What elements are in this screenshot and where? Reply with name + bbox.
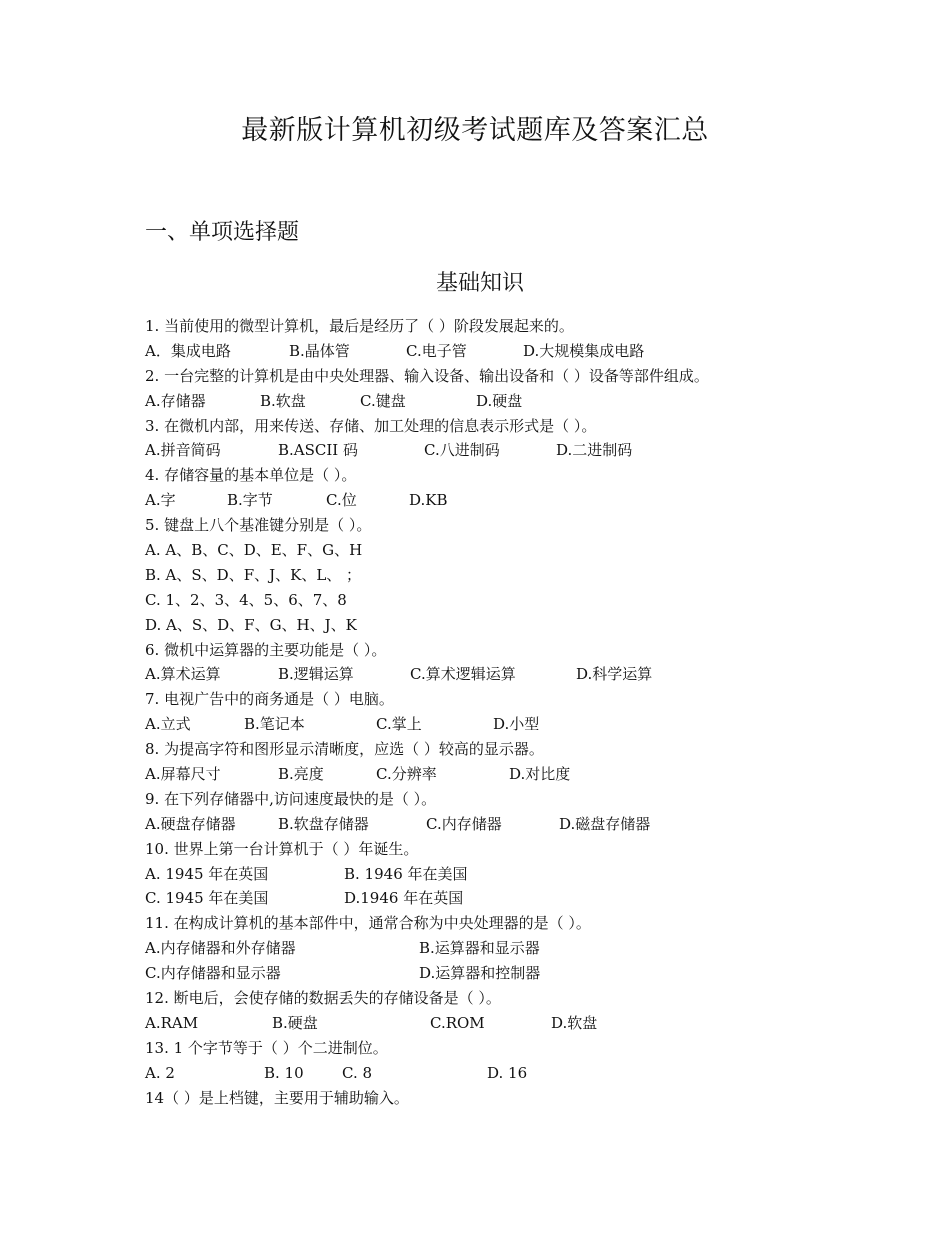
option-row: [145, 438, 865, 463]
option-c: C.分辨率: [376, 765, 437, 784]
option-b: B.软盘: [260, 391, 306, 410]
question-stem: 2. 一台完整的计算机是由中央处理器、输入设备、输出设备和（ ）设备等部件组成。: [145, 366, 709, 385]
option-row: [145, 936, 865, 961]
option-c: C.位: [326, 491, 357, 510]
option-c: C.内存储器: [426, 814, 502, 833]
question-stem: 12. 断电后，会使存储的数据丢失的存储设备是（ ）。: [145, 989, 501, 1008]
option-b: B. 10: [264, 1063, 304, 1082]
option-b: B. A、S、D、F、J、K、L、 ；: [145, 565, 362, 584]
option-row: [145, 886, 865, 911]
option-b: B.软盘存储器: [278, 814, 369, 833]
option-row: [145, 961, 865, 986]
option-c: C. 1、2、3、4、5、6、7、8: [145, 590, 347, 609]
option-b: B.亮度: [278, 765, 324, 784]
option-d: D.KB: [409, 491, 448, 510]
option-d: D.运算器和控制器: [419, 964, 541, 983]
option-row: [145, 812, 865, 837]
subsection-heading: 基础知识: [435, 271, 524, 296]
option-row: [145, 662, 865, 687]
option-b: B.笔记本: [244, 715, 305, 734]
option-c: C. 8: [342, 1063, 373, 1082]
option-a: A.存储器: [145, 391, 206, 410]
option-a: A.屏幕尺寸: [145, 765, 221, 784]
option-d: D.软盘: [551, 1013, 598, 1032]
question-stem: 8. 为提高字符和图形显示清晰度，应选（ ）较高的显示器。: [145, 740, 544, 759]
option-a: A.硬盘存储器: [145, 814, 236, 833]
option-c: C.八进制码: [424, 441, 500, 460]
option-c: C.ROM: [430, 1013, 485, 1032]
question-stem: 3. 在微机内部，用来传送、存储、加工处理的信息表示形式是（ ）。: [145, 416, 597, 435]
option-b: B. 1946 年在美国: [344, 864, 468, 883]
question-stem: 1. 当前使用的微型计算机，最后是经历了（ ）阶段发展起来的。: [145, 317, 574, 335]
option-c: C.掌上: [376, 715, 422, 734]
option-d: D.1946 年在英国: [344, 889, 464, 908]
question-list: [145, 314, 865, 1111]
option-b: B.逻辑运算: [278, 665, 354, 684]
option-a: A.立式: [145, 715, 191, 734]
option-d: D.大规模集成电路: [523, 341, 645, 360]
option-d: D. 16: [487, 1063, 528, 1082]
option-d: D.科学运算: [576, 665, 653, 684]
option-row: [145, 762, 865, 787]
option-row: [145, 389, 865, 414]
question-stem: 11. 在构成计算机的基本部件中，通常合称为中央处理器的是（ ）。: [145, 914, 591, 933]
option-row: [145, 862, 865, 887]
question-stem: 13. 1 个字节等于（ ）个二进制位。: [145, 1038, 388, 1057]
option-a: A．集成电路: [145, 341, 231, 360]
option-row: [145, 712, 865, 737]
option-d: D.小型: [493, 715, 540, 734]
document-title: 最新版计算机初级考试题库及答案汇总: [241, 115, 709, 146]
question-stem: 10. 世界上第一台计算机于（ ）年诞生。: [145, 839, 419, 858]
option-row: [145, 1011, 865, 1036]
option-a: A.RAM: [145, 1013, 199, 1032]
question-stem: 7. 电视广告中的商务通是（ ）电脑。: [145, 690, 394, 709]
option-d: D.硬盘: [476, 391, 523, 410]
question-stem: 6. 微机中运算器的主要功能是（ ）。: [145, 640, 387, 659]
option-a: A.算术运算: [145, 665, 221, 684]
option-row: [145, 1061, 865, 1086]
option-row: [145, 339, 865, 364]
option-c: C.键盘: [360, 391, 406, 410]
question-stem: 9. 在下列存储器中,访问速度最快的是（ ）。: [145, 789, 437, 808]
option-a: A.内存储器和外存储器: [145, 939, 296, 958]
option-a: A. A、B、C、D、E、F、G、H: [145, 541, 363, 560]
option-b: B.ASCII 码: [278, 441, 358, 460]
option-c: C. 1945 年在美国: [145, 889, 269, 908]
question-stem: 4. 存储容量的基本单位是（ ）。: [145, 466, 357, 485]
option-b: B.晶体管: [289, 341, 350, 360]
option-b: B.硬盘: [272, 1013, 318, 1032]
question-stem: 14（ ）是上档键，主要用于辅助输入。: [145, 1088, 409, 1107]
option-b: B.字节: [227, 491, 273, 510]
option-a: A. 1945 年在英国: [145, 864, 269, 883]
option-a: A. 2: [145, 1063, 175, 1082]
option-a: A.拼音简码: [145, 441, 221, 460]
option-b: B.运算器和显示器: [419, 939, 540, 958]
option-c: C.算术逻辑运算: [410, 665, 516, 684]
section-heading: 一、单项选择题: [145, 220, 300, 245]
option-a: A.字: [145, 491, 176, 510]
question-stem: 5. 键盘上八个基准键分别是（ ）。: [145, 516, 372, 535]
option-row: [145, 488, 865, 513]
option-d: D. A、S、D、F、G、H、J、K: [145, 615, 357, 634]
option-c: C.电子管: [406, 341, 467, 360]
option-c: C.内存储器和显示器: [145, 964, 281, 983]
option-d: D.磁盘存储器: [559, 814, 651, 833]
option-d: D.对比度: [509, 765, 571, 784]
option-d: D.二进制码: [556, 441, 633, 460]
